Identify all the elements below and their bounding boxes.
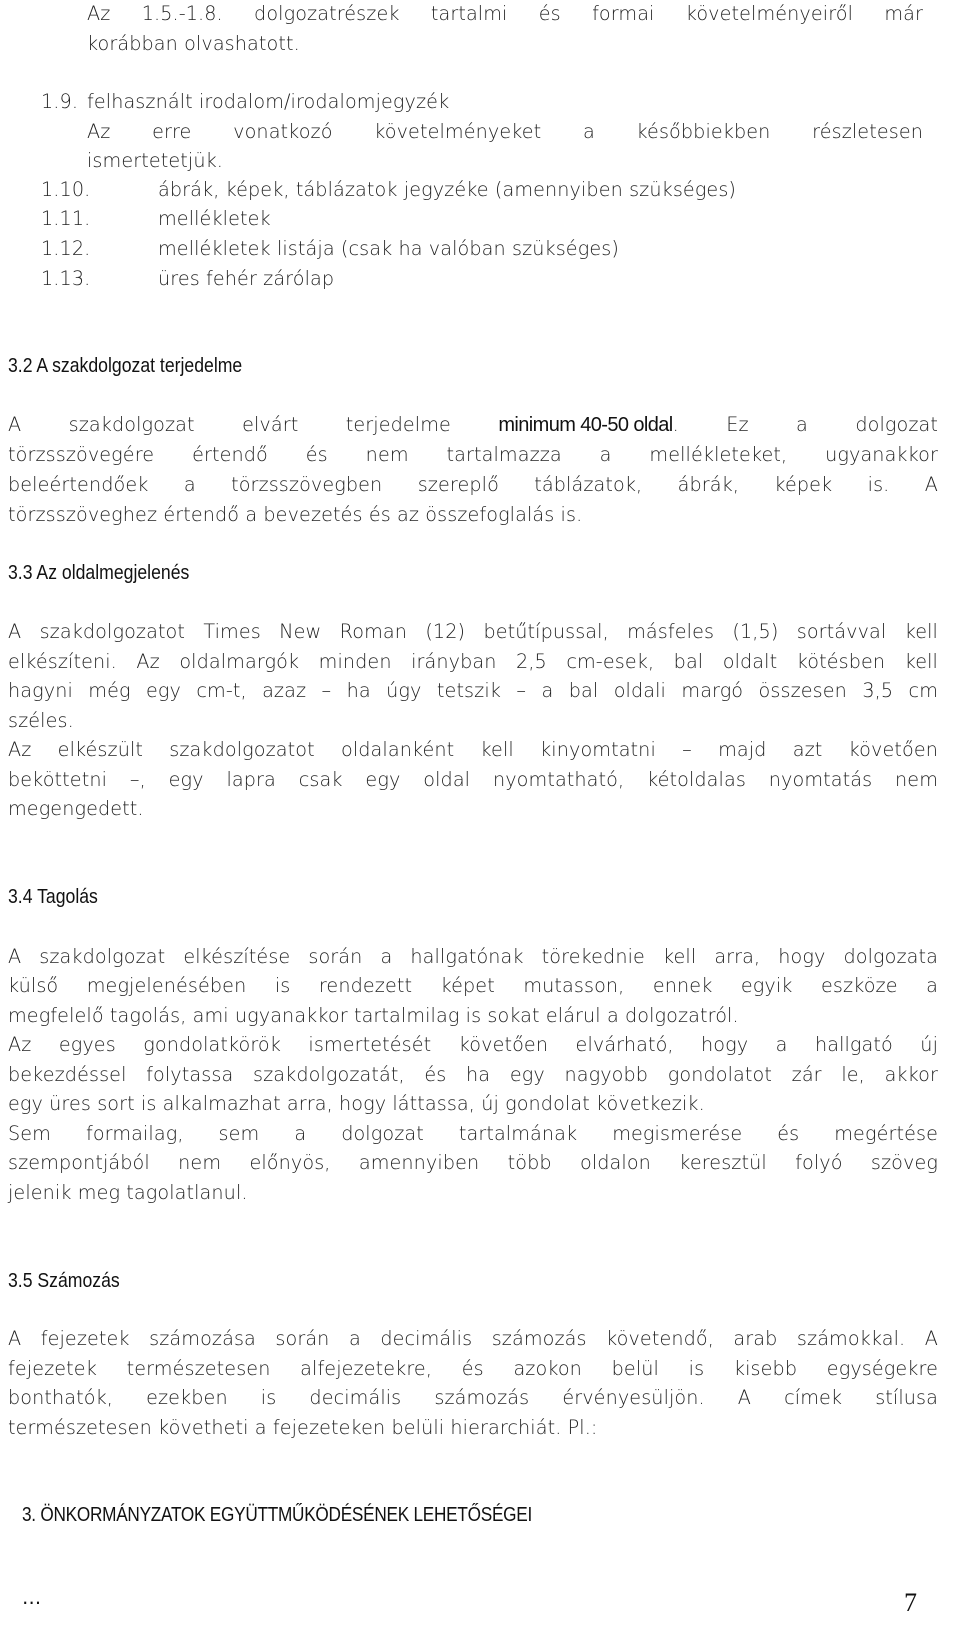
item-1-13-text: üres fehér zárólap <box>158 267 335 290</box>
section-3-5-line-3: bonthatók, ezekben is decimális számozás érvényesüljön. A címek stílusa <box>8 1386 938 1409</box>
section-3-4-line-2: külső megjelenésében is rendezett képet mutasson, ennek egyik eszköze a <box>8 974 938 997</box>
item-1-9-number: 1.9. <box>41 90 79 113</box>
section-3-2-heading: 3.2 A szakdolgozat terjedelme <box>8 354 243 377</box>
section-3-3-heading: 3.3 Az oldalmegjelenés <box>8 561 190 584</box>
section-3-3-line-7: megengedett. <box>8 797 144 820</box>
section-3-2-line-1b: minimum 40-50 oldal <box>498 414 673 436</box>
section-3-4-line-4: Az egyes gondolatkörök ismertetését követően elvárható, hogy a hallgató új <box>8 1033 938 1056</box>
section-3-4-line-6: egy üres sort is alkalmazhat arra, hogy láttassa, új gondolat következik. <box>8 1092 705 1115</box>
section-3-4-line-1: A szakdolgozat elkészítése során a hallgatónak törekednie kell arra, hogy dolgozata <box>8 945 938 968</box>
item-1-11-text: mellékletek <box>158 207 271 230</box>
item-1-10-text: ábrák, képek, táblázatok jegyzéke (amennyiben szükséges) <box>158 178 737 201</box>
section-3-4-heading: 3.4 Tagolás <box>8 885 98 908</box>
section-3-3-line-2: elkészíteni. Az oldalmargók minden irányban 2,5 cm-esek, bal oldalt kötésben kell <box>8 650 938 673</box>
section-3-4-line-7: Sem formailag, sem a dolgozat tartalmának megismerése és megértése <box>8 1122 938 1145</box>
item-1-12-text: mellékletek listája (csak ha valóban szükséges) <box>158 237 619 260</box>
section-3-4-line-9: jelenik meg tagolatlanul. <box>8 1181 248 1204</box>
section-3-5-line-4: természetesen követheti a fejezeteken belüli hierarchiát. Pl.: <box>8 1416 598 1439</box>
item-1-9-line-2: Az erre vonatkozó követelményeket a későbbiekben részletesen <box>87 120 923 143</box>
item-1-13-number: 1.13. <box>41 267 91 290</box>
section-3-3-line-4: széles. <box>8 709 74 732</box>
section-3-3-line-6: beköttetni –, egy lapra csak egy oldal nyomtatható, kétoldalas nyomtatás nem <box>8 768 938 791</box>
section-3-5-heading: 3.5 Számozás <box>8 1269 120 1292</box>
item-1-12-number: 1.12. <box>41 237 91 260</box>
section-3-3-line-3: hagyni még egy cm-t, azaz – ha úgy tetszik – a bal oldali margó összesen 3,5 cm <box>8 679 938 702</box>
item-1-9-text: felhasznált irodalom/irodalomjegyzék <box>87 90 450 113</box>
section-3-2-line-3: beleértendőek a törzsszövegben szereplő táblázatok, ábrák, képek is. A <box>8 473 938 496</box>
section-3-3-line-5: Az elkészült szakdolgozatot oldalanként kell kinyomtatni – majd azt követően <box>8 738 938 761</box>
intro-line-2: korábban olvashatott. <box>87 32 300 55</box>
item-1-9-line-3: ismertetetjük. <box>87 149 223 172</box>
item-1-11-number: 1.11. <box>41 207 91 230</box>
section-3-2-line-4: törzsszöveghez értendő a bevezetés és az összefoglalás is. <box>8 503 583 526</box>
section-3-5-line-1: A fejezetek számozása során a decimális számozás követendő, arab számokkal. A <box>8 1327 938 1350</box>
section-3-2-line-1a: A szakdolgozat elvárt terjedelme <box>8 413 451 436</box>
ellipsis: … <box>22 1586 42 1609</box>
item-1-10-number: 1.10. <box>41 178 91 201</box>
section-3-4-line-8: szempontjából nem előnyös, amennyiben több oldalon keresztül folyó szöveg <box>8 1151 938 1174</box>
section-3-4-line-5: bekezdéssel folytassa szakdolgozatát, és ha egy nagyobb gondolatot zár le, akkor <box>8 1063 938 1086</box>
section-3-2-line-2: törzsszövegére értendő és nem tartalmazza a mellékleteket, ugyanakkor <box>8 443 938 466</box>
section-3-3-line-1: A szakdolgozatot Times New Roman (12) betűtípussal, másfeles (1,5) sortávval kell <box>8 620 938 643</box>
section-3-4-line-3: megfelelő tagolás, ami ugyanakkor tartalmilag is sokat elárul a dolgozatról. <box>8 1004 739 1027</box>
example-chapter-heading: 3. ÖNKORMÁNYZATOK EGYÜTTMŰKÖDÉSÉNEK LEHETŐSÉGEI <box>22 1504 533 1526</box>
section-3-2-line-1 <box>8 413 938 437</box>
intro-line-1: Az 1.5.-1.8. dolgozatrészek tartalmi és formai követelményeiről már <box>87 2 923 25</box>
page-number: 7 <box>904 1588 917 1617</box>
section-3-2-line-1c: . Ez a dolgozat <box>672 413 938 436</box>
section-3-5-line-2: fejezetek természetesen alfejezetekre, és azokon belül is kisebb egységekre <box>8 1357 938 1380</box>
